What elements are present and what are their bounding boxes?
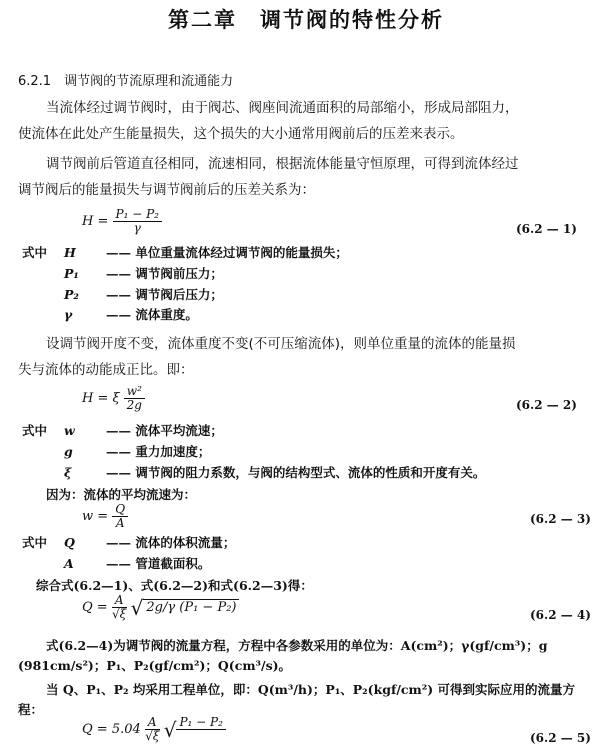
chapter-title: 第二章 调节阀的特性分析 [168, 7, 444, 32]
because-line: 因为：流体的平均流速为： [46, 487, 197, 502]
equation-number-5: (6.2 — 5) [530, 731, 591, 745]
paragraph-5-line-1: 当 Q、P₁、P₂ 均采用工程单位，即：Q(m³/h)；P₁、P₂(kgf/cm²) 可得到实际应用的流量方 [46, 682, 575, 697]
section-heading: 6.2.1 调节阀的节流原理和流通能力 [18, 74, 234, 89]
sqrt-symbol-2: √ [163, 717, 177, 742]
equation-6-2-2: H = ξ $\frac{\text{w²}}{2g}$ [82, 385, 145, 412]
where2-item-2: ξ —— 调节阀的阻力系数，与阀的结构型式、流体的性质和开度有关。 [64, 465, 486, 480]
paragraph-3-line-2: 失与流体的动能成正比。即： [18, 362, 194, 378]
combine-line: 综合式(6.2—1)、式(6.2—2)和式(6.2—3)得： [36, 578, 313, 593]
paragraph-3-line-1: 设调节阀开度不变，流体重度不变(不可压缩流体)，则单位重量的流体的能量损 [46, 336, 516, 352]
where3-item-0: Q —— 流体的体积流量； [64, 535, 236, 550]
where1-item-3: γ —— 流体重度。 [64, 307, 198, 322]
where2-item-1: g —— 重力加速度； [64, 444, 211, 459]
sqrt-symbol: √ [130, 595, 144, 620]
paragraph-5-line-2: 程： [18, 702, 44, 717]
where-label-1: 式中 [22, 245, 48, 260]
where2-item-0: w —— 流体平均流速； [64, 423, 223, 438]
equation-number-2: (6.2 — 2) [516, 398, 577, 412]
equation-number-4: (6.2 — 4) [530, 608, 591, 622]
equation-number-3: (6.2 — 3) [530, 512, 591, 526]
where1-item-0: H —— 单位重量流体经过调节阀的能量损失； [64, 245, 348, 260]
equation-6-2-1: H = $\frac{\text{P₁ − P₂}}{\gamma}$ [82, 208, 162, 235]
equation-6-2-5: Q = 5.04 $\frac{A}{√\xi}$ √ P₁ − P₂ [82, 716, 226, 743]
where-label-3: 式中 [22, 535, 48, 550]
equation-6-2-4: Q = $\frac{A}{√\xi}$ √ 2g/γ (P₁ − P₂) [82, 594, 239, 621]
paragraph-4-line-1: 式(6.2—4)为调节阀的流量方程，方程中各参数采用的单位为：A(cm²)；γ(gf/cm³)；g [46, 638, 548, 653]
equation-6-2-3: w = $\frac{Q}{A}$ [82, 503, 128, 530]
where1-item-1: P₁ —— 调节阀前压力； [64, 266, 223, 281]
paragraph-1-line-2: 使流体在此处产生能量损失，这个损失的大小通常用阀前后的压差来表示。 [18, 126, 464, 142]
where3-item-1: A —— 管道截面积。 [64, 556, 211, 571]
where-label-2: 式中 [22, 423, 48, 438]
where1-item-2: P₂ —— 调节阀后压力； [64, 287, 223, 302]
paragraph-1-line-1: 当流体经过调节阀时，由于阀芯、阀座间流通面积的局部缩小，形成局部阻力， [46, 100, 519, 116]
equation-number-1: (6.2 — 1) [516, 222, 577, 236]
paragraph-2-line-1: 调节阀前后管道直径相同，流速相同，根据流体能量守恒原理，可得到流体经过 [46, 156, 519, 172]
paragraph-4-line-2: (981cm/s²)；P₁、P₂(gf/cm²)；Q(cm³/s)。 [18, 658, 292, 673]
paragraph-2-line-2: 调节阀后的能量损失与调节阀前后的压差关系为： [18, 182, 315, 198]
